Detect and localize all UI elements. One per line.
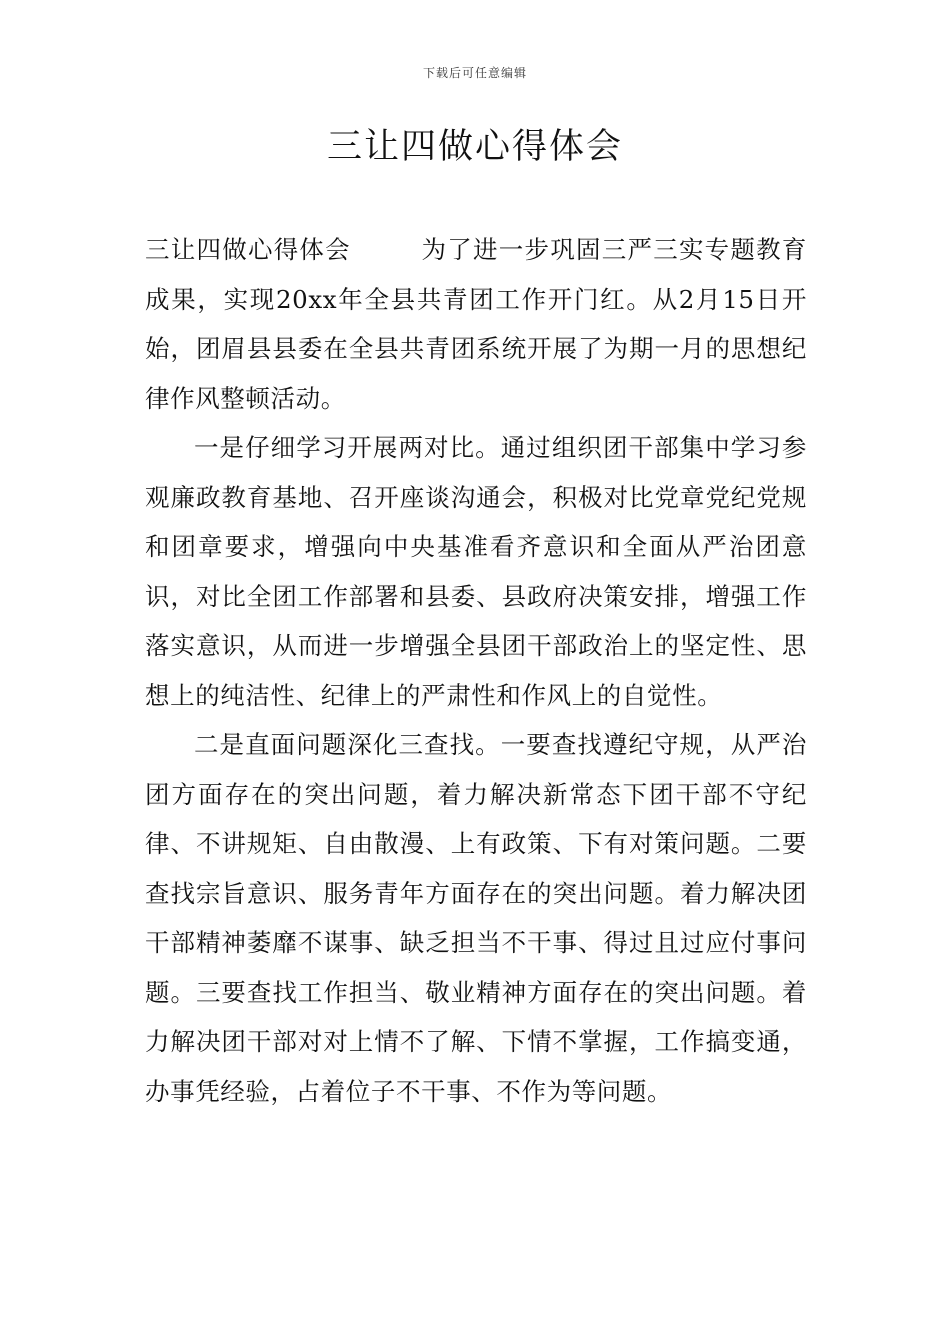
- intro-text: 为了进一步巩固三严三实专题教育成果，实现20xx年全县共青团工作开门红。从2月15日开始，团眉县县委在全县共青团系统开展了为期一月的思想纪律作风整顿活动。: [145, 235, 807, 413]
- paragraph-two: 二是直面问题深化三查找。一要查找遵纪守规，从严治团方面存在的突出问题，着力解决新常态下团干部不守纪律、不讲规矩、自由散漫、上有政策、下有对策问题。二要查找宗旨意识、服务青年方面存在的突出问题。着力解决团干部精神萎靡不谋事、缺乏担当不干事、得过且过应付事问题。三要查找工作担当、敬业精神方面存在的突出问题。着力解决团干部对对上情不了解、下情不掌握，工作搞变通，办事凭经验，占着位子不干事、不作为等问题。: [145, 730, 807, 1106]
- intro-paragraph: [145, 225, 807, 423]
- document-title: 三让四做心得体会: [326, 127, 623, 167]
- document-body: [145, 225, 807, 1116]
- header-note: 下载后可任意编辑: [422, 66, 527, 80]
- intro-lead: 三让四做心得体会: [145, 235, 351, 264]
- paragraph-one: 一是仔细学习开展两对比。通过组织团干部集中学习参观廉政教育基地、召开座谈沟通会，积极对比党章党纪党规和团章要求，增强向中央基准看齐意识和全面从严治团意识，对比全团工作部署和县委、县政府决策安排，增强工作落实意识，从而进一步增强全县团干部政治上的坚定性、思想上的纯洁性、纪律上的严肃性和作风上的自觉性。: [145, 433, 807, 710]
